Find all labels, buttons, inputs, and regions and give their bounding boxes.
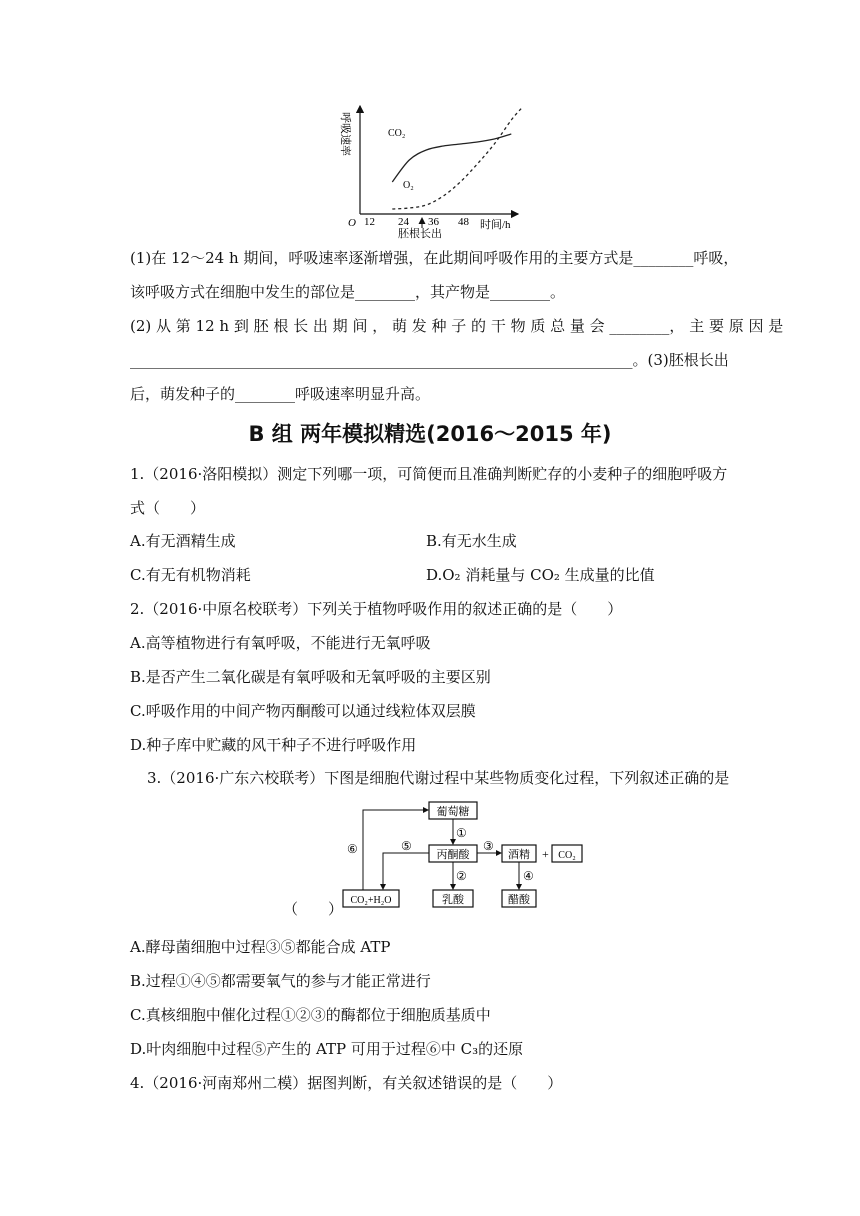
p2-option-d: D.种子库中贮藏的风干种子不进行呼吸作用: [130, 736, 417, 754]
p1-option-c: C.有无有机物消耗: [130, 566, 251, 584]
label-6: ⑥: [347, 842, 358, 856]
label-4: ④: [523, 869, 534, 883]
p3-option-b: B.过程①④⑤都需要氧气的参与才能正常进行: [130, 972, 431, 990]
x-tick-12: 12: [364, 216, 375, 228]
co2-h2o-box: [343, 890, 399, 907]
svg-text:葡萄糖: 葡萄糖: [436, 806, 470, 818]
q1-line1: (1)在 12～24 h 期间，呼吸速率逐渐增强，在此期间呼吸作用的主要方式是________呼吸，: [130, 249, 739, 267]
p2-option-a: A.高等植物进行有氧呼吸，不能进行无氧呼吸: [130, 634, 431, 652]
svg-text:酒精: 酒精: [508, 849, 530, 861]
co2-box: [552, 845, 582, 862]
p3-option-a: A.酵母菌细胞中过程③⑤都能合成 ATP: [130, 938, 391, 956]
label-1: ①: [456, 826, 467, 840]
p2-stem: 2.（2016·中原名校联考）下列关于植物呼吸作用的叙述正确的是（ ）: [130, 600, 623, 618]
label-2: ②: [456, 869, 467, 883]
p1-stem-line2: 式（ ）: [130, 499, 206, 517]
q1-line2: 该呼吸方式在细胞中发生的部位是________，其产物是________。: [130, 283, 566, 301]
p2-option-b: B.是否产生二氧化碳是有氧呼吸和无氧呼吸的主要区别: [130, 668, 491, 686]
co2-curve: [392, 134, 511, 182]
lactate-box: [433, 890, 473, 907]
p3-option-c: C.真核细胞中催化过程①②③的酶都位于细胞质基质中: [130, 1006, 491, 1024]
p3-option-d: D.叶肉细胞中过程⑤产生的 ATP 可用于过程⑥中 C₃的还原: [130, 1040, 524, 1058]
svg-text:乳酸: 乳酸: [442, 894, 464, 906]
co2-series-label: CO₂: [388, 128, 406, 139]
pyruvate-box: [429, 845, 477, 862]
o2-series-label: O₂: [403, 180, 414, 191]
emergence-label: 胚根长出: [398, 228, 442, 240]
q2-line1: (2) 从 第 12 h 到 胚 根 长 出 期 间 ， 萌 发 种 子 的 干 物 质 总 量 会 ________， 主 要 原 因 是: [130, 317, 784, 335]
p1-stem-line1: 1.（2016·洛阳模拟）测定下列哪一项，可简便而且准确判断贮存的小麦种子的细胞呼吸方: [130, 465, 728, 483]
acetic-acid-box: [502, 890, 536, 907]
x-tick-24: 24: [398, 216, 409, 228]
p3-answer-paren: （ ）: [283, 900, 344, 918]
plus-sign: +: [542, 847, 549, 861]
glucose-box: [429, 802, 477, 819]
origin-label: O: [348, 217, 356, 229]
p1-option-d: D.O₂ 消耗量与 CO₂ 生成量的比值: [426, 566, 655, 584]
p1-option-a: A.有无酒精生成: [130, 532, 236, 550]
svg-text:CO₂: CO₂: [558, 850, 576, 861]
p4-stem: 4.（2016·河南郑州二模）据图判断，有关叙述错误的是（ ）: [130, 1074, 563, 1092]
x-tick-36: 36: [428, 216, 439, 228]
svg-text:醋酸: 醋酸: [508, 894, 530, 906]
p2-option-c: C.呼吸作用的中间产物丙酮酸可以通过线粒体双层膜: [130, 702, 476, 720]
arrow-5: [383, 853, 429, 889]
arrow-6: [363, 810, 428, 890]
alcohol-box: [502, 845, 536, 862]
q2-line2: ___________________________________________________________________。(3)胚根长出: [130, 351, 729, 369]
label-3: ③: [483, 839, 494, 853]
p3-stem: 3.（2016·广东六校联考）下图是细胞代谢过程中某些物质变化过程，下列叙述正确的是: [147, 769, 730, 787]
x-tick-48: 48: [458, 216, 469, 228]
respiration-rate-chart: [330, 100, 530, 240]
section-title: B 组 两年模拟精选(2016～2015 年): [248, 422, 612, 446]
y-axis-label: 呼吸速率: [339, 112, 351, 156]
label-5: ⑤: [401, 839, 412, 853]
svg-text:丙酮酸: 丙酮酸: [436, 849, 470, 861]
x-axis-label: 时间/h: [480, 219, 511, 231]
q2-line3: 后，萌发种子的________呼吸速率明显升高。: [130, 385, 431, 403]
svg-text:CO₂+H₂O: CO₂+H₂O: [350, 895, 392, 906]
metabolism-diagram: [335, 800, 595, 912]
p1-option-b: B.有无水生成: [426, 532, 517, 550]
